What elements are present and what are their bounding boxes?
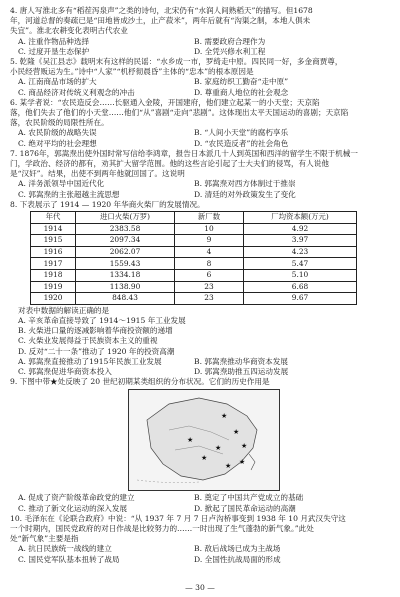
table-row [31,246,357,258]
q8-option-c[interactable]: C. 郭嵩焘促进华商资本投入 [18,367,112,377]
q10-stem-line1: 10. 毛泽东在《论联合政府》中说：“从 1937 年 7 月 7 日卢沟桥事变到 1938 年 10 月武汉失守这 [10,513,346,523]
svg-text:★: ★ [225,462,232,471]
table-cell: 2383.58 [76,223,175,235]
q6-stem-line3: 落，农民阶级的局限性所在。 [10,118,109,128]
page-number: — 30 — [185,583,215,592]
q5-option-c[interactable]: C. 商品经济对传统义利观念的冲击 [18,87,135,97]
q4-option-b[interactable]: B. 需要政府合理作为 [194,36,266,46]
q5-stem-line2: 小民经营贩运为生。”诗中“人家”“机杼彻晨昏”主体的“忠本”的根本原因是 [10,67,254,77]
q8-option-a[interactable]: A. 郭嵩焘直接推动了1915年民族工业发展 [18,356,162,366]
q8-data-table [30,211,357,305]
svg-text:★: ★ [241,442,248,451]
table-cell: 5.47 [244,258,357,270]
table-cell: 3.97 [244,235,357,247]
table-row [31,293,357,305]
table-cell: 1919 [31,281,76,293]
q10-option-a[interactable]: A. 抗日民族统一战线的建立 [18,544,112,554]
table-cell: 2097.34 [76,235,175,247]
table-cell: 1916 [31,246,76,258]
svg-text:★: ★ [221,412,228,421]
q9-option-d[interactable]: D. 掀起了国民革命运动的高潮 [194,503,296,513]
table-cell: 1138.90 [76,281,175,293]
table-row [31,281,357,293]
table-cell: 2062.07 [76,246,175,258]
q7-option-b[interactable]: B. 郭嵩焘对西方体制过于推崇 [194,179,296,189]
table-cell: 8 [175,258,244,270]
table-cell: 23 [175,293,244,305]
q7-option-a[interactable]: A. 洋务派领导中国近代化 [18,179,105,189]
q9-option-a[interactable]: A. 促成了资产阶级革命政党的建立 [18,493,135,503]
q7-stem-line1: 7. 1876年，郭嵩焘出使外国时常写信给李鸿章，报告日本派几十人到英国和西洋的留学生不限于机械一 [10,148,358,158]
q8-col-year: 年代 [31,212,76,224]
table-cell: 1918 [31,270,76,282]
q5-option-d[interactable]: D. 尊重商人地位的社会观念 [194,87,289,97]
svg-text:★: ★ [187,436,194,445]
q8-statement-2: B. 火柴进口量的逐减影响着华商投资额的递增 [18,326,173,336]
table-cell: 10 [175,223,244,235]
table-cell: 1917 [31,258,76,270]
table-cell: 848.43 [76,293,175,305]
q6-option-b[interactable]: B. “人间小天堂”的腐朽享乐 [194,128,289,138]
q6-option-a[interactable]: A. 农民阶级的战略失误 [18,128,97,138]
q10-stem-line3: 处“新气象”主要是指 [10,534,79,544]
svg-text:★: ★ [239,458,246,467]
table-row [31,235,357,247]
q8-table-header-row [31,212,357,224]
q4-stem-line3: 失宜”。淮北农耕变化表明古代农业 [10,26,128,36]
table-cell: 9 [175,235,244,247]
table-cell: 1334.18 [76,270,175,282]
q4-option-d[interactable]: D. 全凭兴修水利工程 [194,46,266,56]
q7-stem-line2: 门，学政治、经济的都有，劝其扩大留学范围。他的这些言论引起了士大夫们的侵骂，有人说他 [10,159,329,169]
table-cell: 6.68 [244,281,357,293]
q8-question: 对表中数据的解读正确的是 [18,305,110,315]
q9-china-map [128,389,280,491]
q9-stem: 9. 下图中带★处反映了 20 世纪初期某类组织的分布状况。它们的历史作用是 [10,377,270,387]
q8-option-d[interactable]: D. 郭嵩焘助推五四运动发展 [194,367,289,377]
q4-option-c[interactable]: C. 过度开垦生态保护 [18,46,90,56]
svg-text:★: ★ [215,444,222,453]
table-cell: 23 [175,281,244,293]
table-cell: 1920 [31,293,76,305]
q5-option-b[interactable]: B. 家庭纺织工勤奋“走中原” [194,77,289,87]
q10-option-b[interactable]: B. 敌后战场已成为主战场 [194,544,281,554]
q6-stem-line1: 6. 某学者说：“农民造反会……长驱通入金陵，开国建府，他们建立起某一的小天堂；天京陷 [10,97,320,107]
table-cell: 1559.43 [76,258,175,270]
q9-option-b[interactable]: B. 奠定了中国共产党成立的基础 [194,493,304,503]
q10-option-c[interactable]: C. 国民党军队基本扭转了战局 [18,554,120,564]
table-row [31,223,357,235]
q4-stem-line2: 年，河道总督的奏疏已是“田地皆成沙土，止产菽米”，两年后就有“沟渠之制，本地人俱未 [10,16,311,26]
q4-stem-line1: 4. 唐人写淮北多有“稻茬泻泉声”之类的诗句，北宋仍有“水润人间熟稻天”的描写。但1678 [10,6,313,15]
q8-statement-3: C. 火柴业发展得益于民族资本主义的重视 [18,336,158,346]
q7-stem-line3: 是“汉奸”。结果，出使不到两年他就回国了。这说明 [10,169,185,179]
table-cell: 9.67 [244,293,357,305]
table-cell: 1915 [31,235,76,247]
table-row [31,270,357,282]
table-cell: 4.92 [244,223,357,235]
q5-stem-line1: 5. 乾隆《吴江县志》载明末有这样的民谣：“水乡成一市，罗绮走中原。四民同一好，多金商贾尊， [10,57,343,67]
svg-text:★: ★ [233,428,240,437]
q8-col-matches: 进口火柴(万罗) [76,212,175,224]
svg-text:★: ★ [201,454,208,463]
table-cell: 1914 [31,223,76,235]
map-illustration [129,390,279,490]
q4-option-a[interactable]: A. 注重作物品种选择 [18,36,90,46]
q10-option-d[interactable]: D. 全国性抗战局面的形成 [194,554,281,564]
q5-option-a[interactable]: A. 江南商品市场的扩大 [18,77,97,87]
q8-col-capital: 厂均资本额(万元) [244,212,357,224]
q8-col-new-factories: 新厂数 [175,212,244,224]
q8-statement-4: D. 反对“二十一条”推动了 1920 年的投资高潮 [18,346,175,356]
q6-stem-line2: 落，他们失去了他们的小天堂……他们“从”喜剧“走向”悲剧”。这体现出太平天国运动的喜剧；天京陷 [10,108,349,118]
q7-option-c[interactable]: C. 郭嵩焘的主张超越主流思想 [18,189,120,199]
q10-stem-line2: 一个时期内，国民党政府的对日作战是比较努力的……一时出现了生气蓬勃的新气象。”此处 [10,524,314,534]
table-row [31,258,357,270]
q9-option-c[interactable]: C. 推动了新文化运动的深入发展 [18,503,128,513]
table-cell: 4.23 [244,246,357,258]
q8-statement-1: A. 辛亥革命直接导致了 1914～1915 年工业发展 [18,316,186,326]
q7-option-d[interactable]: D. 清廷的对外政策发生了变化 [194,189,296,199]
table-cell: 5.10 [244,270,357,282]
q6-option-c[interactable]: C. 绝对平均的社会理想 [18,138,97,148]
q6-option-d[interactable]: D. “农民造反者”的社会角色 [194,138,289,148]
table-cell: 6 [175,270,244,282]
table-cell: 4 [175,246,244,258]
q8-stem: 8. 下表展示了 1914 — 1920 年华商火柴厂的发展情况。 [10,199,205,209]
q8-option-b[interactable]: B. 郭嵩焘推动华商资本发展 [194,356,288,366]
